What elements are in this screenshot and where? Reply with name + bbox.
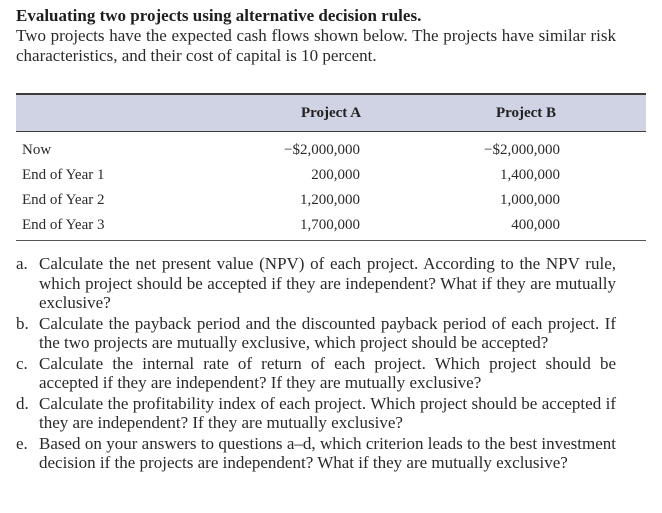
table-row <box>16 138 646 163</box>
question-item <box>16 394 616 433</box>
question-text: Calculate the profitability index of each project. Which project should be accepted if they are independent? If they are mutually exclusive? <box>39 393 616 432</box>
project-b-value: 1,400,000 <box>500 167 560 183</box>
table-header <box>16 93 646 132</box>
project-b-value: 400,000 <box>511 217 560 233</box>
row-label: Now <box>22 142 52 158</box>
question-text: Calculate the payback period and the discounted payback period of each project. If the two projects are mutually exclusive, which project should be accepted? <box>39 313 616 352</box>
question-label: c. <box>16 353 28 373</box>
question-label: b. <box>16 313 29 333</box>
question-text: Based on your answers to questions a–d, which criterion leads to the best investment decision if the projects are independent? What if they are mutually exclusive? <box>39 433 616 472</box>
project-a-value: −$2,000,000 <box>284 142 360 158</box>
table-row <box>16 163 646 188</box>
question-item <box>16 434 616 473</box>
question-label: e. <box>16 433 28 453</box>
row-label: End of Year 3 <box>22 217 105 233</box>
table-row <box>16 213 646 238</box>
question-label: d. <box>16 393 29 413</box>
header-project-a: Project A <box>300 105 362 121</box>
question-list <box>16 254 616 474</box>
row-label: End of Year 2 <box>22 192 105 208</box>
question-item <box>16 314 616 353</box>
table-row <box>16 188 646 213</box>
table-bottom-rule <box>16 240 646 241</box>
project-a-value: 1,200,000 <box>300 192 360 208</box>
row-label: End of Year 1 <box>22 167 105 183</box>
project-a-value: 200,000 <box>311 167 360 183</box>
project-b-value: −$2,000,000 <box>484 142 560 158</box>
problem-intro: Two projects have the expected cash flows shown below. The projects have similar risk characteristics, and their cost of capital is 10 percent. <box>16 26 616 65</box>
question-item <box>16 254 616 313</box>
question-text: Calculate the net present value (NPV) of each project. According to the NPV rule, which project should be accepted if they are independent? What if they are mutually exclusive? <box>39 254 616 312</box>
question-text: Calculate the internal rate of return of each project. Which project should be accepted if they are independent? If they are mutually exclusive? <box>39 353 616 392</box>
cash-flow-table <box>16 93 646 241</box>
question-label: a. <box>16 254 28 273</box>
project-b-value: 1,000,000 <box>500 192 560 208</box>
question-item <box>16 354 616 393</box>
problem-document <box>16 6 646 472</box>
problem-title: Evaluating two projects using alternative decision rules. <box>16 6 422 25</box>
header-project-b: Project B <box>495 105 557 121</box>
project-a-value: 1,700,000 <box>300 217 360 233</box>
